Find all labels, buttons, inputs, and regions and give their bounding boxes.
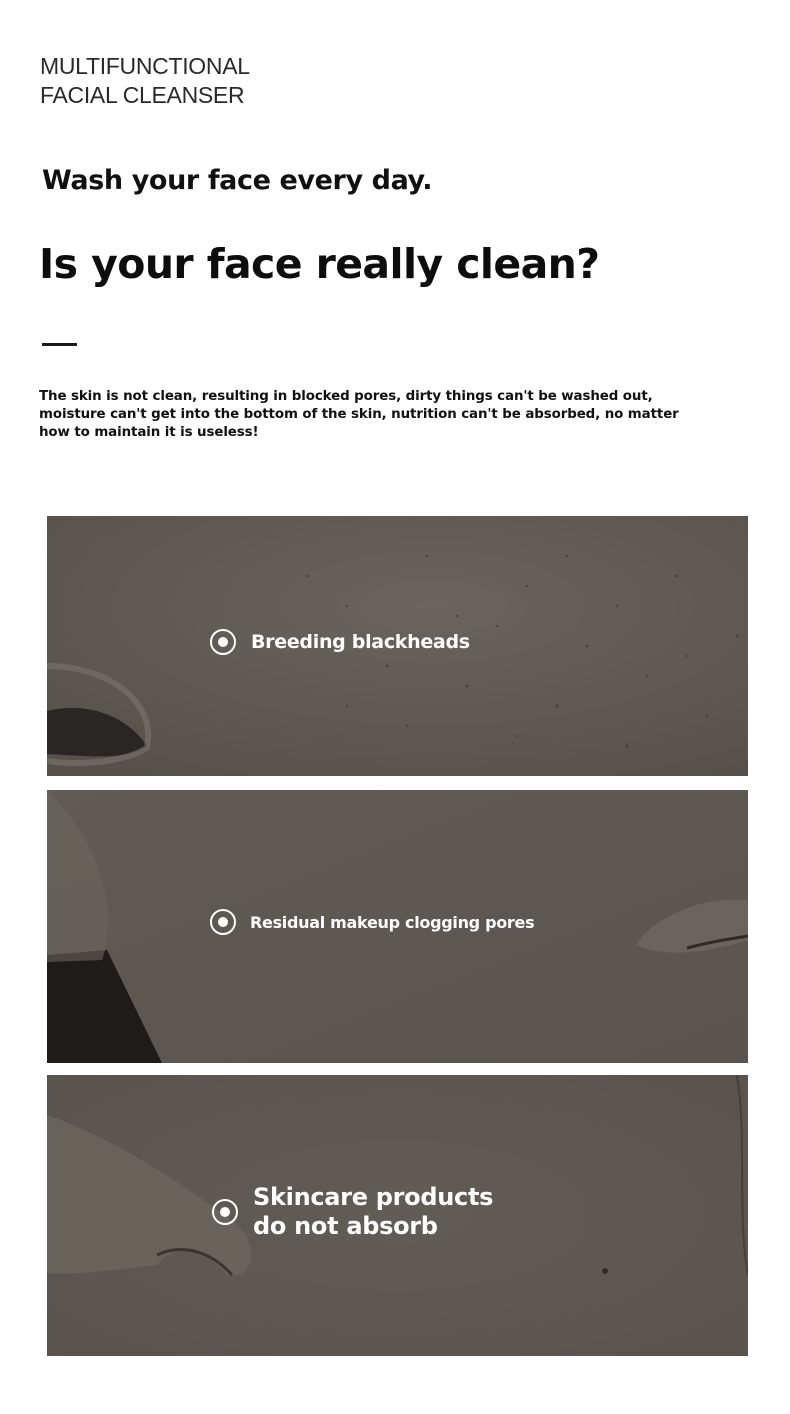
label-text [253,1183,493,1241]
label-line1: Skincare products [253,1183,494,1211]
brand-title-line1: MULTIFUNCTIONAL [40,53,250,79]
skin-photo-absorb [47,1075,748,1356]
target-icon [210,909,236,935]
headline: Is your face really clean? [39,240,600,288]
brand-title [40,52,250,110]
target-icon [210,629,236,655]
target-icon [212,1199,238,1225]
label-line2: do not absorb [253,1212,438,1240]
body-text: The skin is not clean, resulting in blocked pores, dirty things can't be washed out, moisture can't get into the bottom of the skin, nutrition can't be absorbed, no matter how to maintain it is useless! [39,389,679,440]
skin-photo-makeup [47,790,748,1063]
kicker-text: Wash your face every day. [42,165,433,196]
label-makeup [210,909,534,935]
label-text: Breeding blackheads [251,631,470,653]
skin-photo-blackheads [47,516,748,776]
label-text: Residual makeup clogging pores [250,912,535,932]
label-blackheads [210,629,470,655]
brand-title-line2: FACIAL CLEANSER [40,82,245,108]
label-absorb [212,1183,493,1241]
divider [42,343,77,346]
